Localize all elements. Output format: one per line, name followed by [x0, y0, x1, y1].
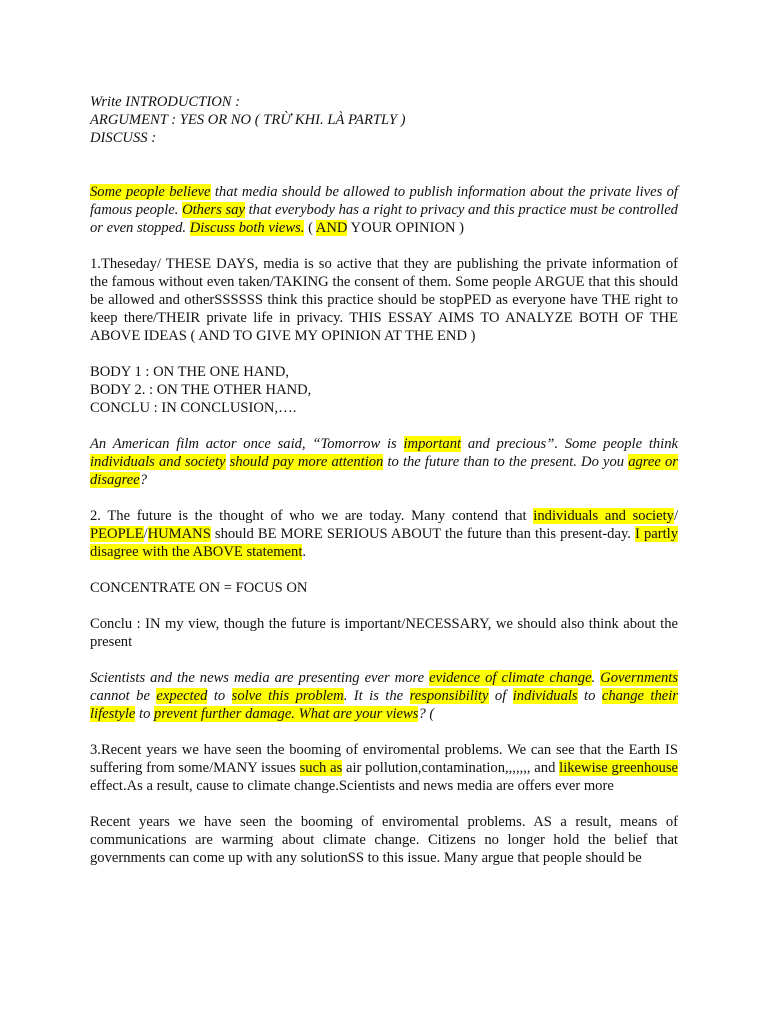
highlight: prevent further damage. What are your views: [154, 706, 419, 722]
text-run: that media should be allowed to publish information about the private lives of famous people.: [90, 184, 678, 218]
text-run: that everybody has a right to privacy and this practice must be controlled or even stopped.: [90, 202, 678, 236]
answer-2-paragraph: [90, 507, 678, 561]
text-run: /: [143, 526, 148, 542]
highlight: Governments: [600, 670, 679, 686]
highlight: agree or disagree: [90, 454, 678, 488]
highlight: evidence of climate change: [429, 670, 592, 686]
highlight: expected: [156, 688, 208, 704]
highlight: responsibility: [409, 688, 489, 704]
text-run: (: [304, 220, 316, 236]
spacer: [90, 651, 678, 669]
text-run: .: [591, 670, 601, 686]
text-run: ? (: [418, 706, 435, 722]
structure-body-1: BODY 1 : ON THE ONE HAND,: [90, 364, 290, 380]
highlight: Others say: [182, 202, 245, 218]
text-run: cannot be: [90, 688, 157, 704]
highlight: AND: [315, 220, 348, 236]
highlight: such as: [299, 760, 343, 776]
answer-1-paragraph: 1.Theseday/ THESE DAYS, media is so active that they are publishing the private information of the famous without even taken/TAKING the consent of them. Some people ARGUE that this should be allowed and otherSSSSSS think this practice should be stopPED as everyone have THE right to keep there/THEIR private life in privacy. THIS ESSAY AIMS TO ANALYZE BOTH OF THE ABOVE IDEAS ( AND TO GIVE MY OPINION AT THE END ): [90, 256, 678, 344]
highlight: change their lifestyle: [90, 688, 678, 722]
spacer: [90, 147, 678, 183]
text-run: . It is the: [343, 688, 410, 704]
text-run: of: [488, 688, 513, 704]
text-run: should BE MORE SERIOUS ABOUT the future than this present-day.: [210, 526, 636, 542]
answer-3-paragraph: [90, 741, 678, 795]
structure-body-2: BODY 2. : ON THE OTHER HAND,: [90, 382, 312, 398]
essay-prompt-2: [90, 435, 678, 489]
note-line: CONCENTRATE ON = FOCUS ON: [90, 580, 308, 596]
spacer: [90, 795, 678, 813]
highlight: I partly disagree with the ABOVE statement: [90, 526, 678, 560]
spacer: [90, 561, 678, 579]
highlight: PEOPLE: [90, 526, 144, 542]
text-run: and precious”. Some people think: [461, 436, 678, 452]
highlight: should pay more attention: [229, 454, 384, 470]
text-run: YOUR OPINION ): [347, 220, 465, 236]
text-run: to: [577, 688, 602, 704]
text-run: effect.As a result, cause to climate change.Scientists and news media are offers ever more: [90, 778, 614, 794]
header-line-1: Write INTRODUCTION :: [90, 94, 240, 110]
text-run: to the future than to the present. Do you: [383, 454, 629, 470]
essay-prompt-3: [90, 669, 678, 723]
spacer: [90, 597, 678, 615]
highlight: individuals and society: [90, 454, 226, 470]
spacer: [90, 723, 678, 741]
spacer: [90, 417, 678, 435]
highlight: Discuss both views.: [189, 220, 305, 236]
highlight: Some people believe: [90, 184, 211, 200]
text-run: /: [673, 508, 678, 524]
text-run: to: [135, 706, 155, 722]
document-body: [90, 93, 678, 867]
highlight: important: [403, 436, 462, 452]
highlight: HUMANS: [147, 526, 211, 542]
highlight: individuals: [512, 688, 578, 704]
text-run: .: [302, 544, 307, 560]
text-run: 3.Recent years we have seen the booming of enviromental problems. We can see that the Earth IS suffering from some/MANY issues: [90, 742, 678, 776]
spacer: [90, 237, 678, 255]
text-run: Scientists and the news media are presenting ever more: [90, 670, 430, 686]
highlight: likewise greenhouse: [559, 760, 678, 776]
highlight: solve this problem: [231, 688, 344, 704]
highlight: individuals and society: [533, 508, 674, 524]
text-run: to: [207, 688, 232, 704]
header-line-2: ARGUMENT : YES OR NO ( TRỪ KHI. LÀ PARTLY ): [90, 112, 406, 128]
text-run: An American film actor once said, “Tomorrow is: [90, 436, 404, 452]
text-run: air pollution,contamination,,,,,,, and: [342, 760, 560, 776]
spacer: [90, 489, 678, 507]
header-line-3: DISCUSS :: [90, 130, 157, 146]
spacer: [90, 345, 678, 363]
essay-prompt-1: [90, 183, 678, 237]
text-run: 2. The future is the thought of who we are today. Many contend that: [90, 508, 534, 524]
structure-conclusion: CONCLU : IN CONCLUSION,….: [90, 400, 297, 416]
conclusion-paragraph: Conclu : IN my view, though the future is important/NECESSARY, we should also think about the present: [90, 616, 678, 650]
text-run: ?: [139, 472, 148, 488]
answer-4-paragraph: Recent years we have seen the booming of enviromental problems. AS a result, means of communications are warming about climate change. Citizens no longer hold the belief that governments can come up with any solutionSS to this issue. Many argue that people should be: [90, 814, 678, 866]
